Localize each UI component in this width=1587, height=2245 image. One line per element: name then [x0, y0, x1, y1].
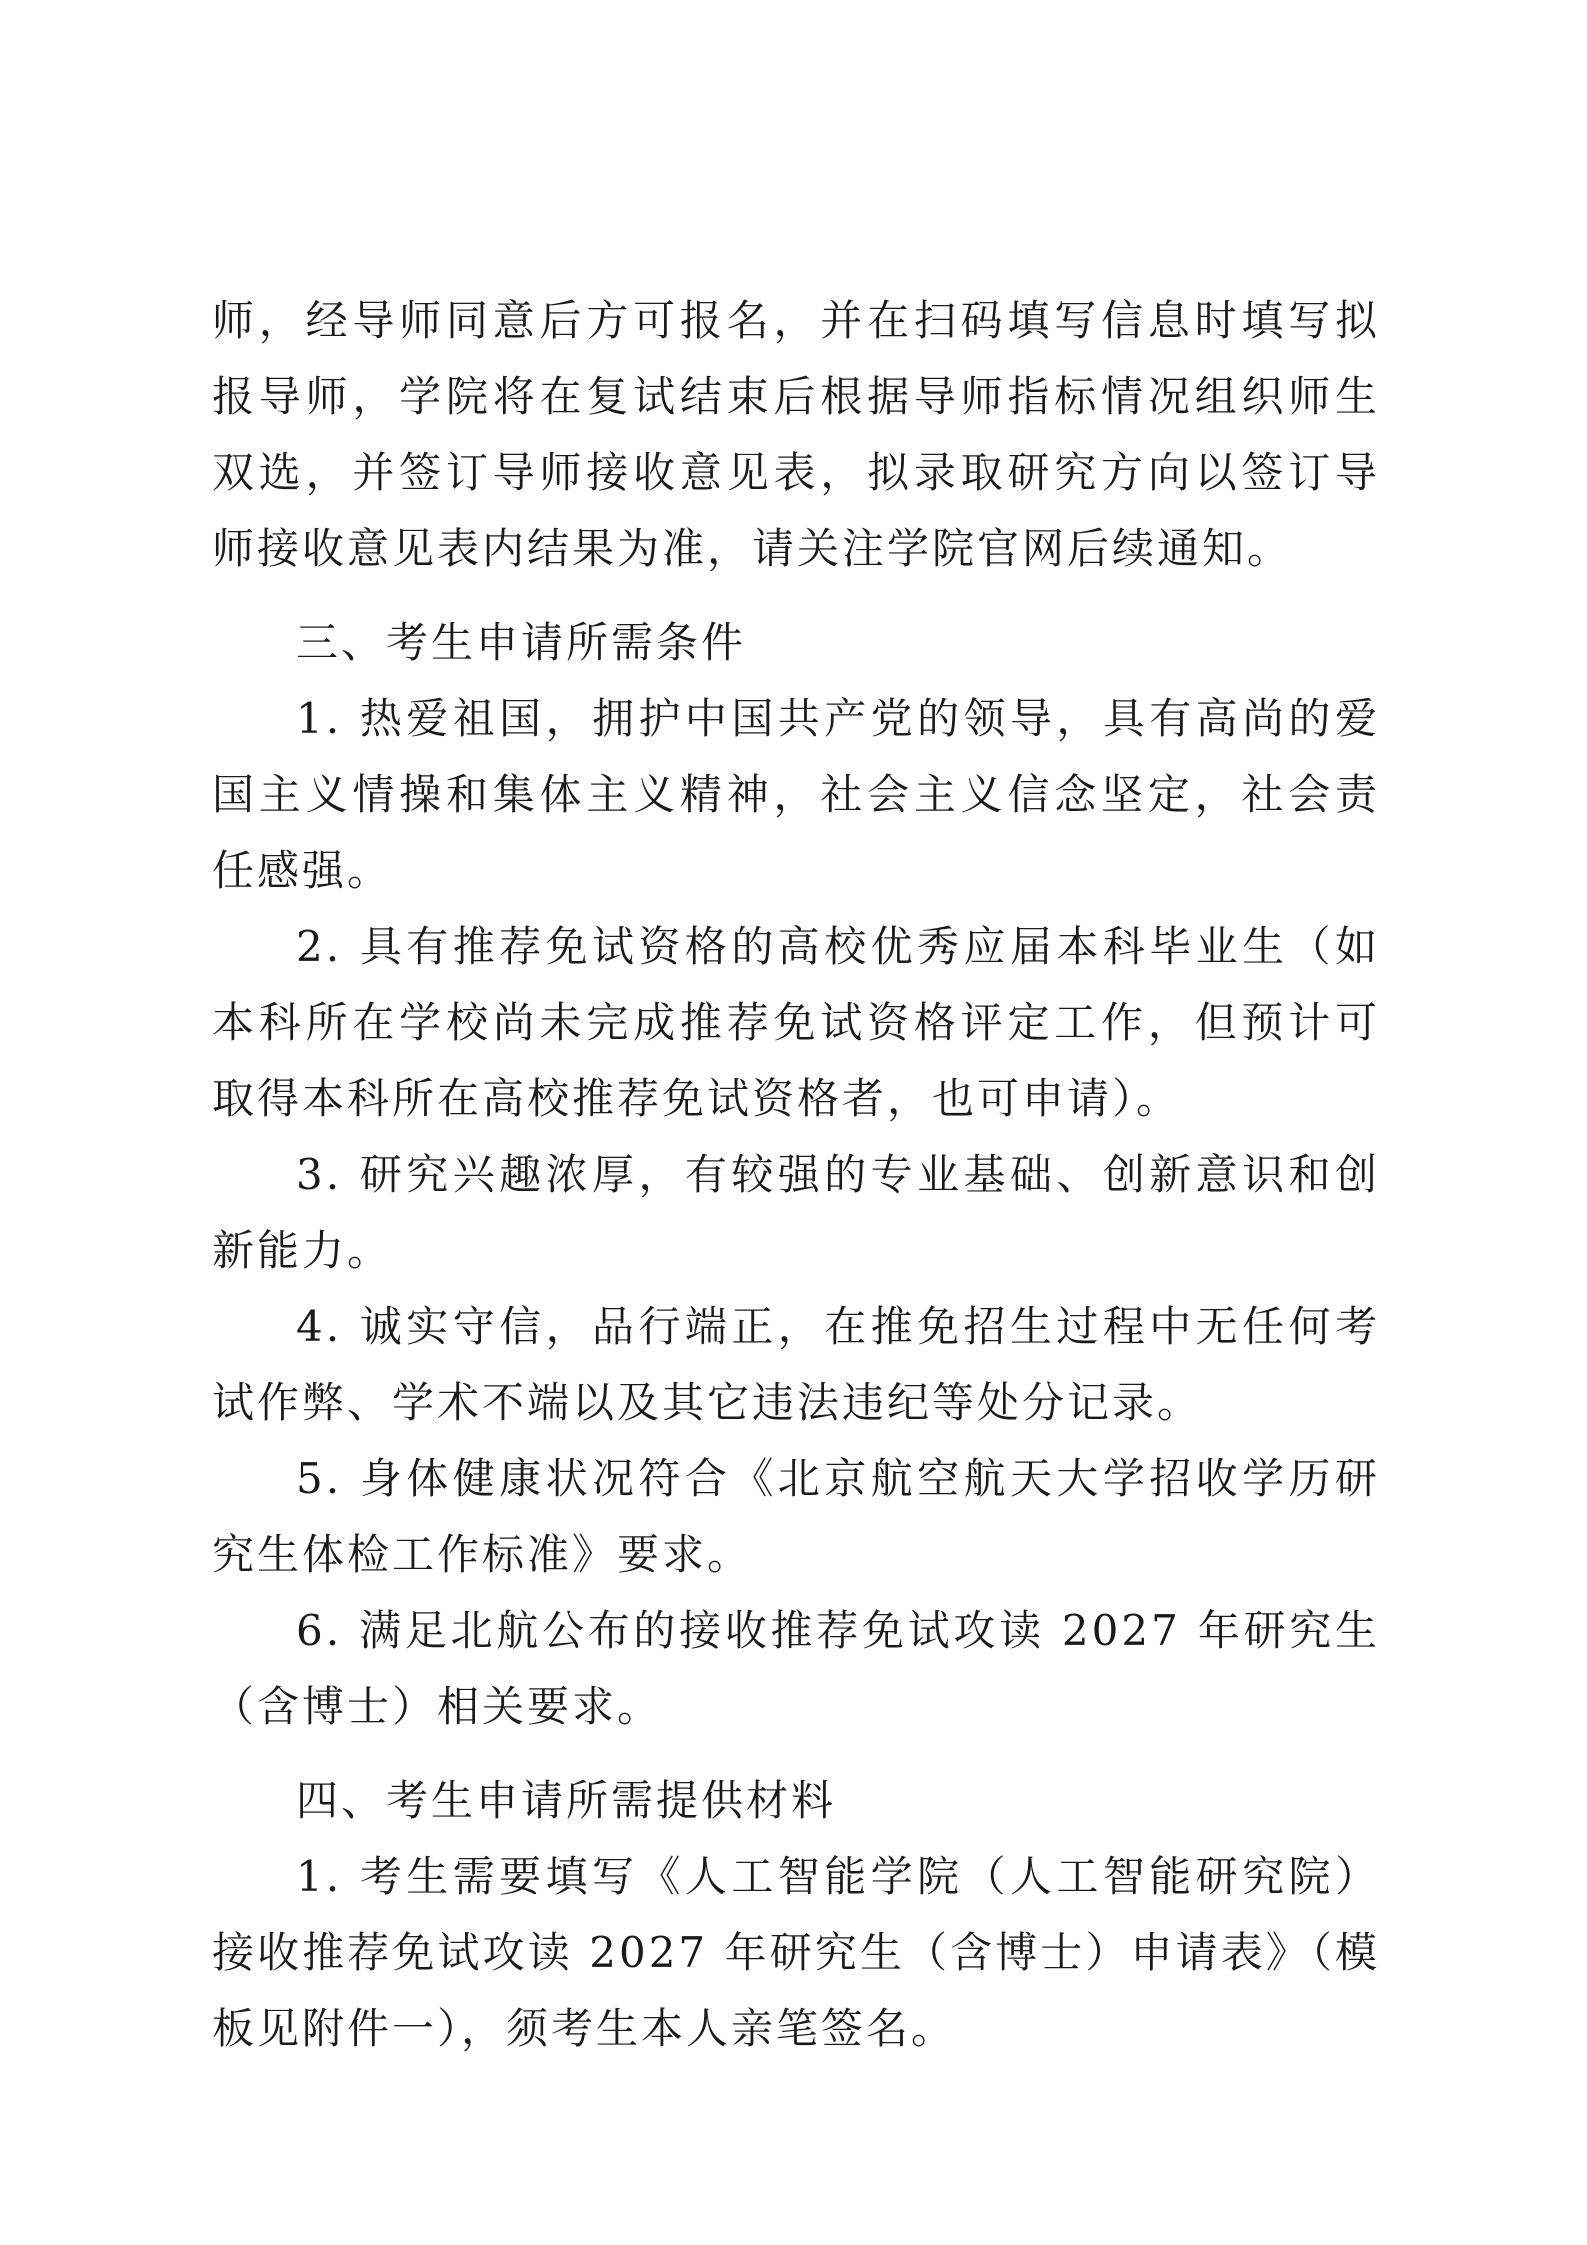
paragraph-continuation: 师，经导师同意后方可报名，并在扫码填写信息时填写拟报导师，学院将在复试结束后根据导师指标情况组织师生双选，并签订导师接收意见表，拟录取研究方向以签订导师接收意见表内结果为准，请关注学院官网后续通知。	[212, 296, 1380, 573]
section-heading-3: 三、考生申请所需条件	[296, 618, 747, 667]
condition-item-3: 3. 研究兴趣浓厚，有较强的专业基础、创新意识和创新能力。	[212, 1150, 1380, 1275]
condition-item-6: 6. 满足北航公布的接收推荐免试攻读 2027 年研究生（含博士）相关要求。	[212, 1606, 1380, 1731]
section-heading-4: 四、考生申请所需提供材料	[296, 1776, 837, 1825]
condition-item-5: 5. 身体健康状况符合《北京航空航天大学招收学历研究生体检工作标准》要求。	[212, 1454, 1380, 1579]
condition-item-2: 2. 具有推荐免试资格的高校优秀应届本科毕业生（如本科所在学校尚未完成推荐免试资格评定工作，但预计可取得本科所在高校推荐免试资格者，也可申请）。	[212, 922, 1380, 1123]
material-item-1: 1. 考生需要填写《人工智能学院（人工智能研究院）接收推荐免试攻读 2027 年研究生（含博士）申请表》（模板见附件一），须考生本人亲笔签名。	[212, 1852, 1380, 2053]
condition-item-4: 4. 诚实守信，品行端正，在推免招生过程中无任何考试作弊、学术不端以及其它违法违纪等处分记录。	[212, 1302, 1380, 1427]
document-body	[212, 283, 1380, 2067]
condition-item-1: 1. 热爱祖国，拥护中国共产党的领导，具有高尚的爱国主义情操和集体主义精神，社会主义信念坚定，社会责任感强。	[212, 694, 1380, 895]
